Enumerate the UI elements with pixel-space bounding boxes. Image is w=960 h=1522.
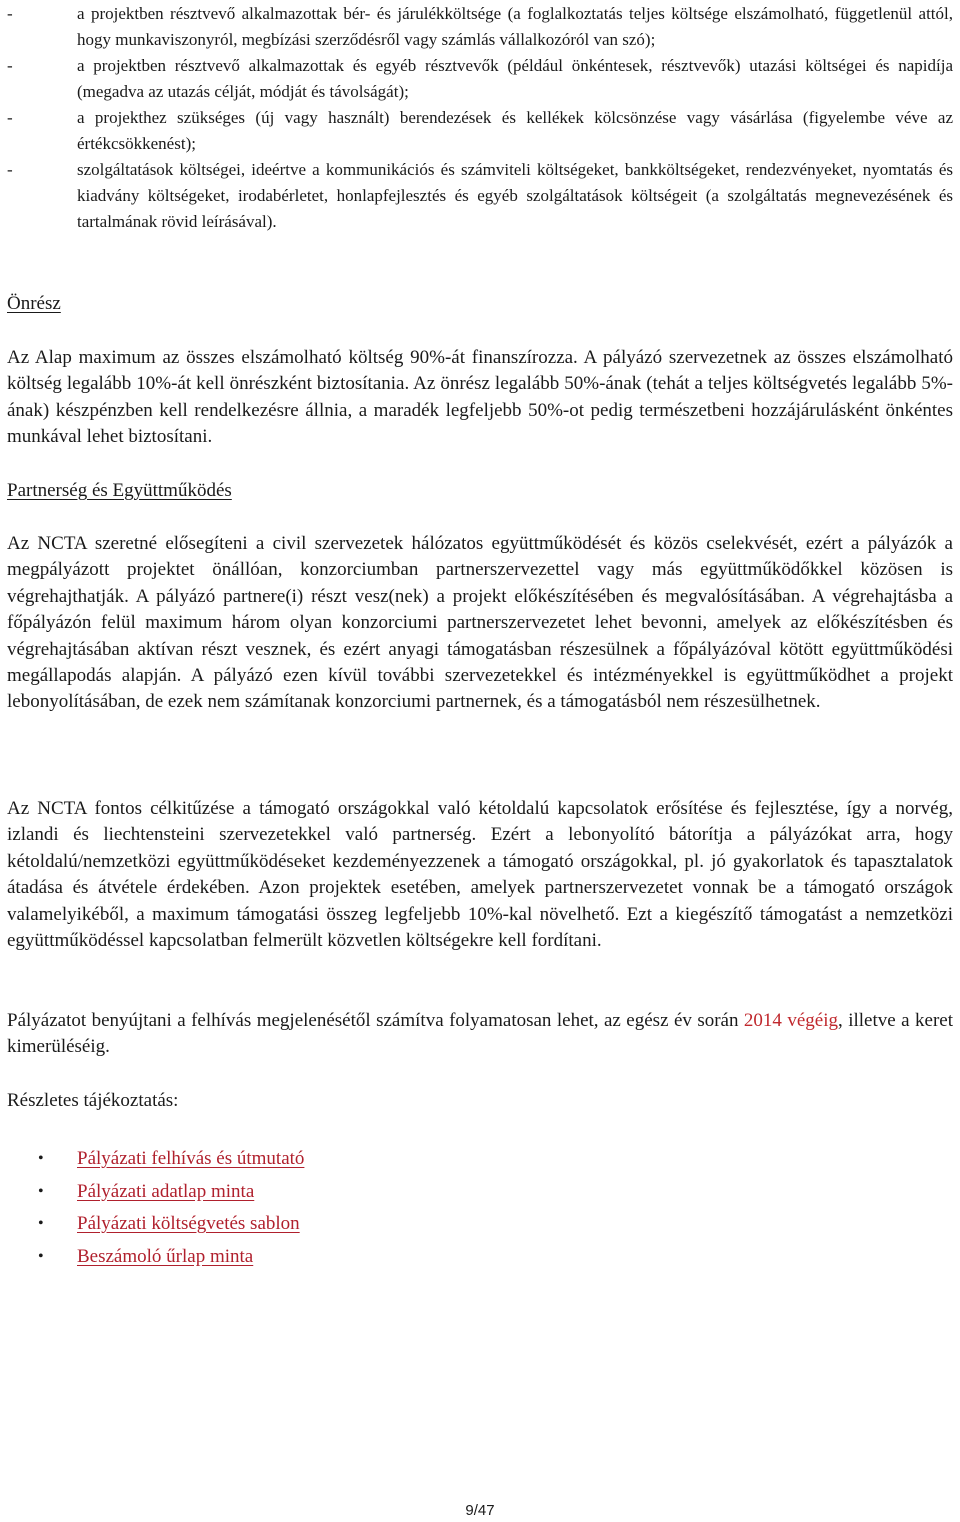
list-dash: -: [7, 56, 13, 75]
page-number: 9/47: [465, 1502, 495, 1519]
list-item: [7, 1176, 304, 1209]
bullet-icon: •: [38, 1215, 44, 1232]
deadline-highlight: 2014 végéig: [743, 1010, 839, 1031]
submission-paragraph: [7, 1008, 953, 1061]
section-heading-partnerseg: Partnerség és Együttműködés: [7, 480, 232, 501]
resource-links-list: [7, 1143, 304, 1273]
details-intro: Részletes tájékoztatás:: [7, 1090, 179, 1111]
list-item-text: a projektben résztvevő alkalmazottak és egyéb résztvevők (például önkéntesek, résztvevők) utazási költségei és napidíja (megadva az utazás célját, módját és távolságát);: [77, 56, 953, 101]
link-koltsegvetes-sablon[interactable]: Pályázati költségvetés sablon: [77, 1213, 300, 1234]
list-dash: -: [7, 160, 13, 179]
link-palyazati-adatlap[interactable]: Pályázati adatlap minta: [77, 1180, 255, 1202]
list-dash: -: [7, 4, 13, 23]
partnerseg-paragraph-1: Az NCTA szeretné elősegíteni a civil szervezetek hálózatos együttműködését és közös cselekvését, ezért a pályázók a megpályázott projektet önállóan, konzorciumban partnerszervezettel vagy más együttműködőkkel közösen is végrehajthatják. A pályázó partnere(i) részt vesz(nek) a projekt előkészítésében és megvalósításában. A végrehajtásba a főpályázón felül maximum három olyan konzorciumi partnerszervezetet lehet bevonni, amelyek az előkészítésben és végrehajtásában aktívan részt vesznek, és ezért anyagi támogatásban részesülnek a főpályázóval kötött együttműködési megállapodás alapján. A pályázó ezen kívül további szervezetekkel és intézményekkel is együttműködhet a projekt lebonyolításában, de ezek nem számítanak konzorciumi partnernek, és a támogatásból nem részesülhetnek.: [7, 533, 953, 713]
bullet-icon: •: [38, 1150, 44, 1167]
section-heading-onresz: Önrész: [7, 293, 61, 314]
link-beszamolo-urlap[interactable]: Beszámoló űrlap minta: [77, 1245, 254, 1267]
list-item-text: a projekthez szükséges (új vagy használt) berendezések és kellékek kölcsönzése vagy vásárlása (figyelembe véve az értékcsökkenést);: [77, 108, 953, 153]
bullet-icon: •: [38, 1247, 44, 1265]
list-item-text: a projektben résztvevő alkalmazottak bér- és járulékköltsége (a foglalkoztatás teljes költsége elszámolható, függetlenül attól, hogy munkaviszonyról, megbízási szerződésről vagy számlás vállalkozóról van szó);: [77, 4, 953, 49]
list-item: [7, 1241, 304, 1274]
link-palyazati-felhivas[interactable]: Pályázati felhívás és útmutató: [77, 1148, 305, 1169]
partnerseg-paragraph-2: Az NCTA fontos célkitűzése a támogató országokkal való kétoldalú kapcsolatok erősítése és fejlesztése, így a norvég, izlandi és liechtensteini szervezetekkel való partnerség. Ezért a lebonyolító bátorítja a pályázókat arra, hogy kétoldalú/nemzetközi együttműködéseket kezdeményezzenek a támogató országokkal, pl. jó gyakorlatok és tapasztalatok átadása és átvétele érdekében. Azon projektek esetében, amelyek partnerszervezetet vonnak be a támogató országok valamelyikéből, a maximum támogatási összeg legfeljebb 10%-kal növelhető. Ezt a kiegészítő támogatást a nemzetközi együttműködéssel kapcsolatban felmerült közvetlen költségekre kell fordítani.: [7, 798, 953, 952]
bullet-icon: •: [38, 1182, 44, 1200]
list-item: [7, 1, 953, 53]
list-item: [7, 53, 953, 105]
list-item: [7, 1208, 304, 1241]
list-dash: -: [7, 108, 13, 127]
submission-text-end: , illetve a keret kimerüléséig.: [7, 1010, 953, 1058]
eligible-costs-list: [7, 1, 953, 235]
list-item-text: szolgáltatások költségei, ideértve a kommunikációs és számviteli költségeket, bankköltségeket, rendezvényeket, nyomtatás és kiadvány költségeket, irodabérletet, honlapfejlesztés és egyéb szolgáltatások költségeit (a szolgáltatás megnevezésének és tartalmának rövid leírásával).: [77, 160, 953, 231]
submission-text: Pályázatot benyújtani a felhívás megjelenésétől számítva folyamatosan lehet, az egész év során: [7, 1010, 744, 1031]
list-item: [7, 157, 953, 235]
list-item: [7, 105, 953, 157]
onresz-paragraph: Az Alap maximum az összes elszámolható költség 90%-át finanszírozza. A pályázó szervezetnek az összes elszámolható költség legalább 10%-át kell önrészként biztosítania. Az önrész legalább 50%-ának (tehát a teljes költségvetés legalább 5%-ának) készpénzben kell rendelkezésre állnia, a maradék legfeljebb 50%-ot pedig természetbeni hozzájárulásként önkéntes munkával lehet biztosítani.: [7, 347, 953, 448]
list-item: [7, 1143, 304, 1176]
